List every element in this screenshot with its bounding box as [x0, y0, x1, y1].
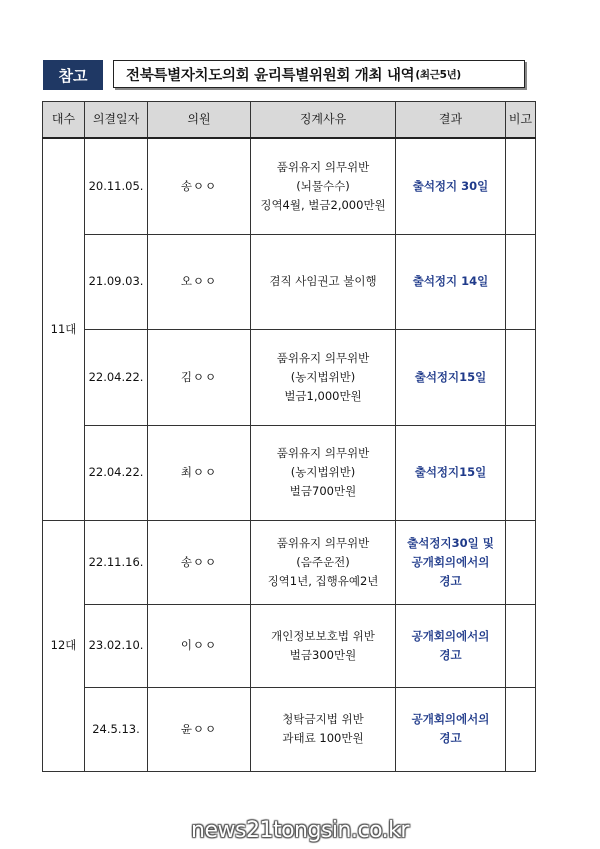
reason-cell: [251, 425, 396, 520]
reason-cell: [251, 329, 396, 425]
result-line: 출석정지15일: [414, 369, 487, 384]
result-line: 출석정지 30일: [412, 178, 489, 193]
table-row: [43, 520, 536, 604]
result-line: 경고: [439, 647, 462, 662]
table-row: [43, 329, 536, 425]
reason-line: 청탁금지법 위반: [282, 712, 364, 726]
result-line: 공개회의에서의: [411, 628, 490, 643]
table-row: [43, 234, 536, 329]
date-cell: 20.11.05.: [85, 138, 148, 234]
table-row: [43, 687, 536, 771]
reason-line: 벌금700만원: [289, 484, 357, 498]
member-cell: 송ㅇㅇ: [148, 138, 251, 234]
column-header-reason: 징계사유: [251, 102, 396, 139]
column-header-date: 의결일자: [85, 102, 148, 139]
reason-line: (음주운전): [296, 554, 350, 569]
reason-line: 겸직 사임권고 불이행: [269, 274, 377, 288]
date-cell: 21.09.03.: [85, 234, 148, 329]
result-line: 출석정지 14일: [412, 274, 489, 288]
member-cell: 김ㅇㅇ: [148, 329, 251, 425]
date-cell: 23.02.10.: [85, 604, 148, 687]
reason-line: 개인정보보호법 위반: [271, 628, 375, 643]
column-header-generation: 대수: [43, 102, 85, 139]
reason-line: 징역1년, 집행유예2년: [267, 573, 379, 588]
reason-cell: [251, 604, 396, 687]
document-subtitle: (최근5년): [415, 68, 461, 81]
date-cell: 22.04.22.: [85, 425, 148, 520]
table-row: [43, 425, 536, 520]
note-cell: [506, 687, 536, 771]
reason-line: 징역4월, 벌금2,000만원: [260, 197, 386, 212]
reference-badge: 참고: [43, 60, 103, 90]
date-cell: 22.04.22.: [85, 329, 148, 425]
member-cell: 윤ㅇㅇ: [148, 687, 251, 771]
result-cell: [396, 520, 506, 604]
column-header-result: 결과: [396, 102, 506, 139]
date-cell: 22.11.16.: [85, 520, 148, 604]
column-header-member: 의원: [148, 102, 251, 139]
result-cell: [396, 234, 506, 329]
table-body: [43, 138, 536, 771]
watermark: news21tongsin.co.kr: [191, 818, 409, 843]
member-cell: 이ㅇㅇ: [148, 604, 251, 687]
result-line: 경고: [439, 731, 462, 745]
table-header-row: [43, 102, 536, 139]
reason-cell: [251, 138, 396, 234]
reason-cell: [251, 687, 396, 771]
note-cell: [506, 138, 536, 234]
reason-line: 품위유지 의무위반: [276, 159, 370, 174]
reason-line: 품위유지 의무위반: [276, 535, 370, 550]
member-cell: 최ㅇㅇ: [148, 425, 251, 520]
note-cell: [506, 329, 536, 425]
reason-line: 과태료 100만원: [282, 731, 364, 745]
result-cell: [396, 138, 506, 234]
document-title-box: [113, 60, 525, 88]
reason-line: 벌금300만원: [289, 647, 357, 662]
reason-cell: [251, 234, 396, 329]
member-cell: 오ㅇㅇ: [148, 234, 251, 329]
result-line: 경고: [439, 573, 462, 588]
result-cell: [396, 604, 506, 687]
note-cell: [506, 234, 536, 329]
column-header-note: 비고: [506, 102, 536, 139]
generation-cell: 11대: [43, 138, 85, 520]
result-line: 출석정지30일 및: [407, 535, 494, 550]
generation-cell: 12대: [43, 520, 85, 771]
result-line: 출석정지15일: [414, 465, 487, 479]
reason-line: 품위유지 의무위반: [276, 350, 370, 365]
reason-line: 품위유지 의무위반: [276, 446, 370, 460]
result-cell: [396, 425, 506, 520]
document-header: [43, 60, 527, 90]
reason-line: (뇌물수수): [296, 178, 350, 193]
member-cell: 송ㅇㅇ: [148, 520, 251, 604]
reason-cell: [251, 520, 396, 604]
result-cell: [396, 687, 506, 771]
ethics-committee-table: [42, 101, 536, 772]
reason-line: 벌금1,000만원: [284, 388, 362, 403]
result-cell: [396, 329, 506, 425]
document-title: 전북특별자치도의회 윤리특별위원회 개최 내역: [126, 67, 415, 84]
reason-line: (농지법위반): [290, 465, 356, 479]
note-cell: [506, 520, 536, 604]
table-row: [43, 138, 536, 234]
result-line: 공개회의에서의: [411, 712, 490, 726]
result-line: 공개회의에서의: [411, 554, 490, 569]
note-cell: [506, 604, 536, 687]
table-row: [43, 604, 536, 687]
reason-line: (농지법위반): [290, 369, 356, 384]
note-cell: [506, 425, 536, 520]
date-cell: 24.5.13.: [85, 687, 148, 771]
